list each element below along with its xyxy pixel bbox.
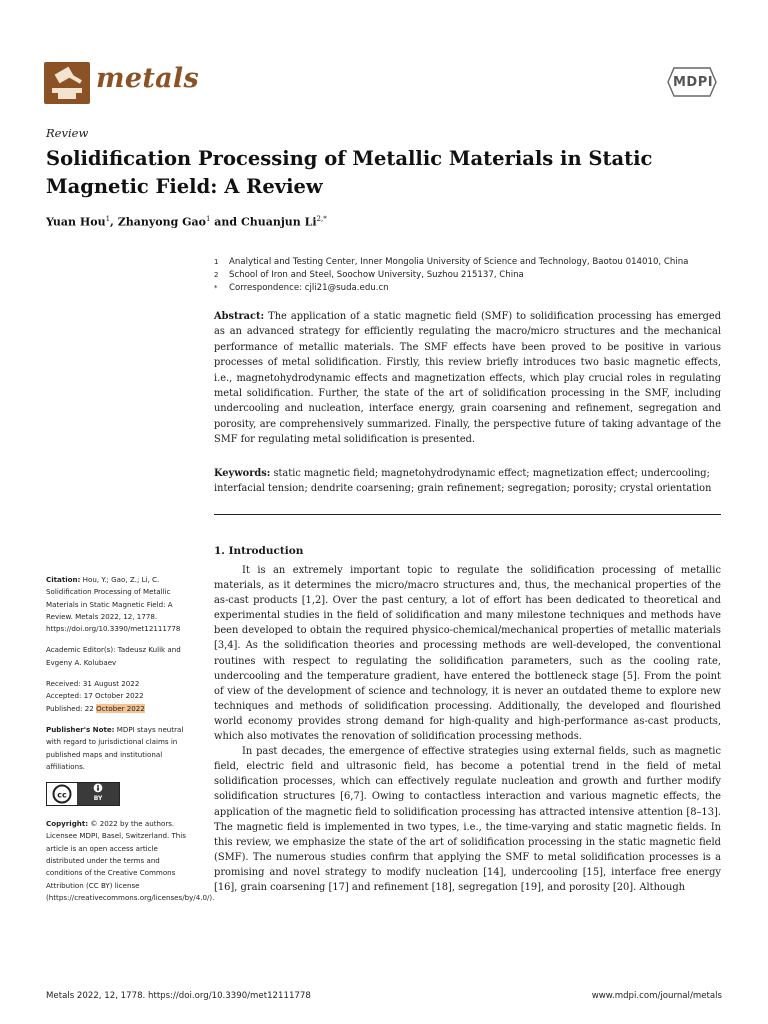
copyright-text: © 2022 by the authors. Licensee MDPI, Basel, Switzerland. This article is an open access article distributed under the terms and conditions of the Creative Commons Attribution (CC BY) license (https://creativecommons.org/licenses/by/4.0/). [46,819,215,902]
copyright-label: Copyright: [46,819,89,829]
abstract-label: Abstract: [214,311,265,322]
cc-icon-label: cc [57,790,67,800]
author-name: Chuanjun Li [240,215,317,229]
copyright-block [46,818,215,904]
by-label: BY [93,794,103,802]
author-name: Zhanyong Gao [117,215,206,229]
publisher-note-label: Publisher's Note: [46,724,115,734]
published-date [46,703,198,715]
article-title: Solidification Processing of Metallic Materials in Static Magnetic Field: A Review [46,147,653,198]
author-separator: , [110,215,118,229]
author-affiliation-mark: 2,* [316,215,327,223]
keywords-label: Keywords: [214,468,271,479]
editors-block [46,644,198,669]
journal-name: metals [96,63,199,94]
correspondence-text[interactable]: Correspondence: cjli21@suda.edu.cn [229,283,389,293]
editors-names: Tadeusz Kulik and Evgeny A. Kolubaev [46,645,181,667]
section-heading: 1. Introduction [214,545,304,557]
author-separator: and [210,215,241,229]
publisher-note-block [46,724,198,773]
cc-icon [47,783,77,805]
publisher-note-text: MDPI stays neutral with regard to jurisdictional claims in published maps and institutional affiliations. [46,724,184,771]
published-prefix: Published: 22 [46,703,97,713]
dates-block [46,678,198,715]
keywords-text: static magnetic field; magnetohydrodynamic effect; magnetization effect; undercooling; interfacial tension; dendrite coarsening; grain refinement; segregation; porosity; crystal orientation [214,468,712,495]
author-list [46,215,327,229]
article-info-sidebar [46,574,215,913]
publisher-logo [666,66,718,98]
affiliations [214,256,734,295]
affiliation-item [214,282,734,295]
body-paragraph: It is an extremely important topic to regulate the solidification processing of metallic materials, as it determines the micro/macro structures and, thus, the mechanical properties of the as-cast products [1,2]. Over the past century, a lot of effort has been dedicated to theoretical and experimental studies in the field of solidification and many milestone techniques and methods have been developed to obtain the required physico-chemical/mechanical properties of metallic materials [3,4]. As the solidification theories and processing methods are well-developed, the conventional routines with respect to regulating the solidification parameters, such as the cooling rate, undercooling and the temperature gradient, have entered the bottleneck stage [5]. From the point of view of the development of science and technology, it is never an outdated theme to explore new techniques and methods of solidification processing. Additionally, the developed and flourished world economy provides strong demand for high-quality and high-performance as-cast products, which also motivates the renovation of solidification processing methods. [214,565,721,743]
author-name: Yuan Hou [46,215,106,229]
person-icon [93,783,103,793]
affiliation-item [214,269,734,282]
affiliation-text: Analytical and Testing Center, Inner Mongolia University of Science and Technology, Baotou 014010, China [229,257,689,267]
citation-block [46,574,198,635]
journal-logo-icon [44,62,90,104]
editors-label: Academic Editor(s): [46,645,116,655]
cc-by-license-badge[interactable] [46,782,120,806]
body-paragraph: In past decades, the emergence of effective strategies using external fields, such as magnetic field, electric field and ultrasonic field, has become a potential trend in the field of metal solidification processes, which can effectively regulate nucleation and growth and further modify solidification structures [6,7]. Owing to contactless interaction and various magnetic effects, the application of the magnetic field to solidification processing has attracted intensive attention [8–13]. The magnetic field is implemented in two types, i.e., the time-varying and static magnetic fields. In this review, we emphasize the state of the art of solidification processing in the static magnetic field (SMF). The numerous studies confirm that applying the SMF to metal solidification processes is a promising and novel strategy to modify nucleation [14], undercooling [15], interface free energy [16], grain coarsening [17] and refinement [18], segregation [19], and porosity [20]. Although [214,746,721,893]
section-divider [214,514,721,515]
body-text [214,563,721,895]
keywords [214,466,721,497]
affiliation-text: School of Iron and Steel, Soochow University, Suzhou 215137, China [229,270,524,280]
citation-label: Citation: [46,575,81,584]
by-icon [77,783,119,805]
received-date: Received: 31 August 2022 [46,679,140,689]
author-affiliation-mark: 1 [205,215,211,223]
affiliation-mark: 1 [214,258,219,266]
article-type: Review [46,126,89,140]
author-affiliation-mark: 1 [105,215,111,223]
abstract-text: The application of a static magnetic field (SMF) to solidification processing has emerged as an advanced strategy for efficiently regulating the macro/micro structures and the mechanical performance of metallic materials. The SMF effects have been proved to be positive in various processes of metal solidification. Firstly, this review briefly introduces two basic magnetic effects, i.e., magnetohydrodynamic effects and magnetization effects, which play crucial roles in regulating metal solidification. Further, the state of the art of solidification processing in the SMF, including undercooling and nucleation, interface energy, grain coarsening and refinement, segregation and porosity, are comprehensively summarized. Finally, the perspective future of taking advantage of the SMF for regulating metal solidification is presented. [214,311,721,446]
abstract [214,309,721,448]
published-highlight: October 2022 [96,703,145,713]
accepted-date: Accepted: 17 October 2022 [46,691,144,701]
affiliation-item [214,256,734,269]
affiliation-mark: 2 [214,271,219,279]
footer-journal-url[interactable]: www.mdpi.com/journal/metals [591,991,722,1001]
citation-text[interactable]: Hou, Y.; Gao, Z.; Li, C. Solidification Processing of Metallic Materials in Static Magnetic Field: A Review. Metals 2022, 12, 1778. https://doi.org/10.3390/met12111778 [46,575,181,634]
affiliation-mark: * [214,284,218,292]
footer-citation[interactable]: Metals 2022, 12, 1778. https://doi.org/10.3390/met12111778 [46,991,311,1001]
publisher-name: MDPI [673,75,714,90]
